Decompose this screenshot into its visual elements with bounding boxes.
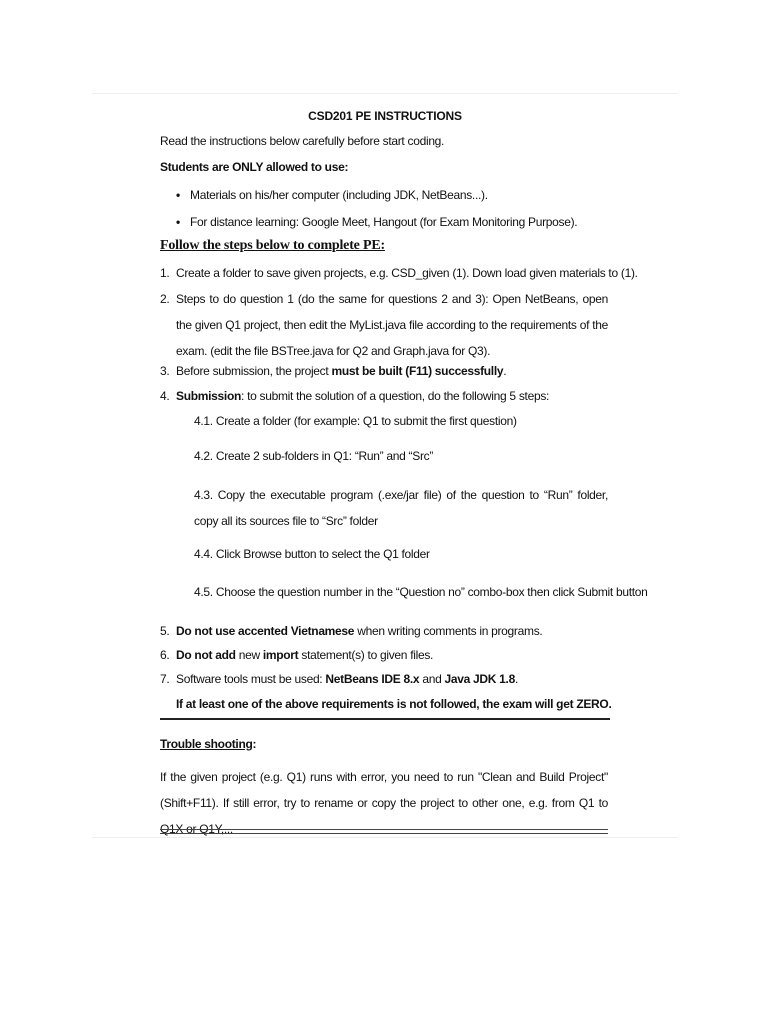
bullet-icon: • [176, 215, 180, 229]
steps-heading: Follow the steps below to complete PE: [160, 238, 385, 253]
step-7: 7. Software tools must be used: NetBeans IDE 8.x and Java JDK 1.8. [160, 672, 519, 686]
intro-text: Read the instructions below carefully before start coding. [160, 134, 445, 148]
document-title: CSD201 PE INSTRUCTIONS [308, 109, 462, 123]
section-divider [160, 718, 610, 720]
step-1: 1. Create a folder to save given projects, e.g. CSD_given (1). Down load given materials to (1). [160, 266, 638, 280]
substep-4-3: 4.3. Copy the executable program (.exe/jar file) of the question to “Run” folder, copy all its sources file to “Src” folder [194, 488, 608, 528]
allowed-item-2: • For distance learning: Google Meet, Hangout (for Exam Monitoring Purpose). [176, 215, 578, 229]
trouble-heading: Trouble shooting: [160, 737, 257, 751]
substep-4-4: 4.4. Click Browse button to select the Q1 folder [194, 547, 430, 561]
step-3: 3. Before submission, the project must be built (F11) successfully. [160, 364, 507, 378]
step-4: 4. Submission: to submit the solution of a question, do the following 5 steps: [160, 389, 550, 403]
trouble-text: If the given project (e.g. Q1) runs with error, you need to run "Clean and Build Project" (Shift+F11). If still error, try to rename or copy the project to other one, e.g. from Q1 to Q1X or Q1Y,... [160, 770, 608, 836]
zero-warning: If at least one of the above requirements is not followed, the exam will get ZERO. [176, 697, 612, 711]
instructions-document [92, 93, 678, 838]
allowed-item-1: • Materials on his/her computer (including JDK, NetBeans...). [176, 188, 488, 202]
bottom-double-divider [160, 829, 608, 834]
step-2-number: 2. [160, 292, 170, 306]
substep-4-2: 4.2. Create 2 sub-folders in Q1: “Run” and “Src” [194, 449, 434, 463]
bullet-icon: • [176, 188, 180, 202]
allowed-heading: Students are ONLY allowed to use: [160, 160, 349, 174]
step-6: 6. Do not add new import statement(s) to given files. [160, 648, 434, 662]
substep-4-1: 4.1. Create a folder (for example: Q1 to submit the first question) [194, 414, 517, 428]
substep-4-5: 4.5. Choose the question number in the “Question no” combo-box then click Submit button [194, 585, 648, 599]
step-2: Steps to do question 1 (do the same for questions 2 and 3): Open NetBeans, open the given Q1 project, then edit the MyList.java file according to the requirements of the exam. (edit the file BSTree.java for Q2 and Graph.java for Q3). [176, 292, 608, 358]
step-5: 5. Do not use accented Vietnamese when writing comments in programs. [160, 624, 543, 638]
